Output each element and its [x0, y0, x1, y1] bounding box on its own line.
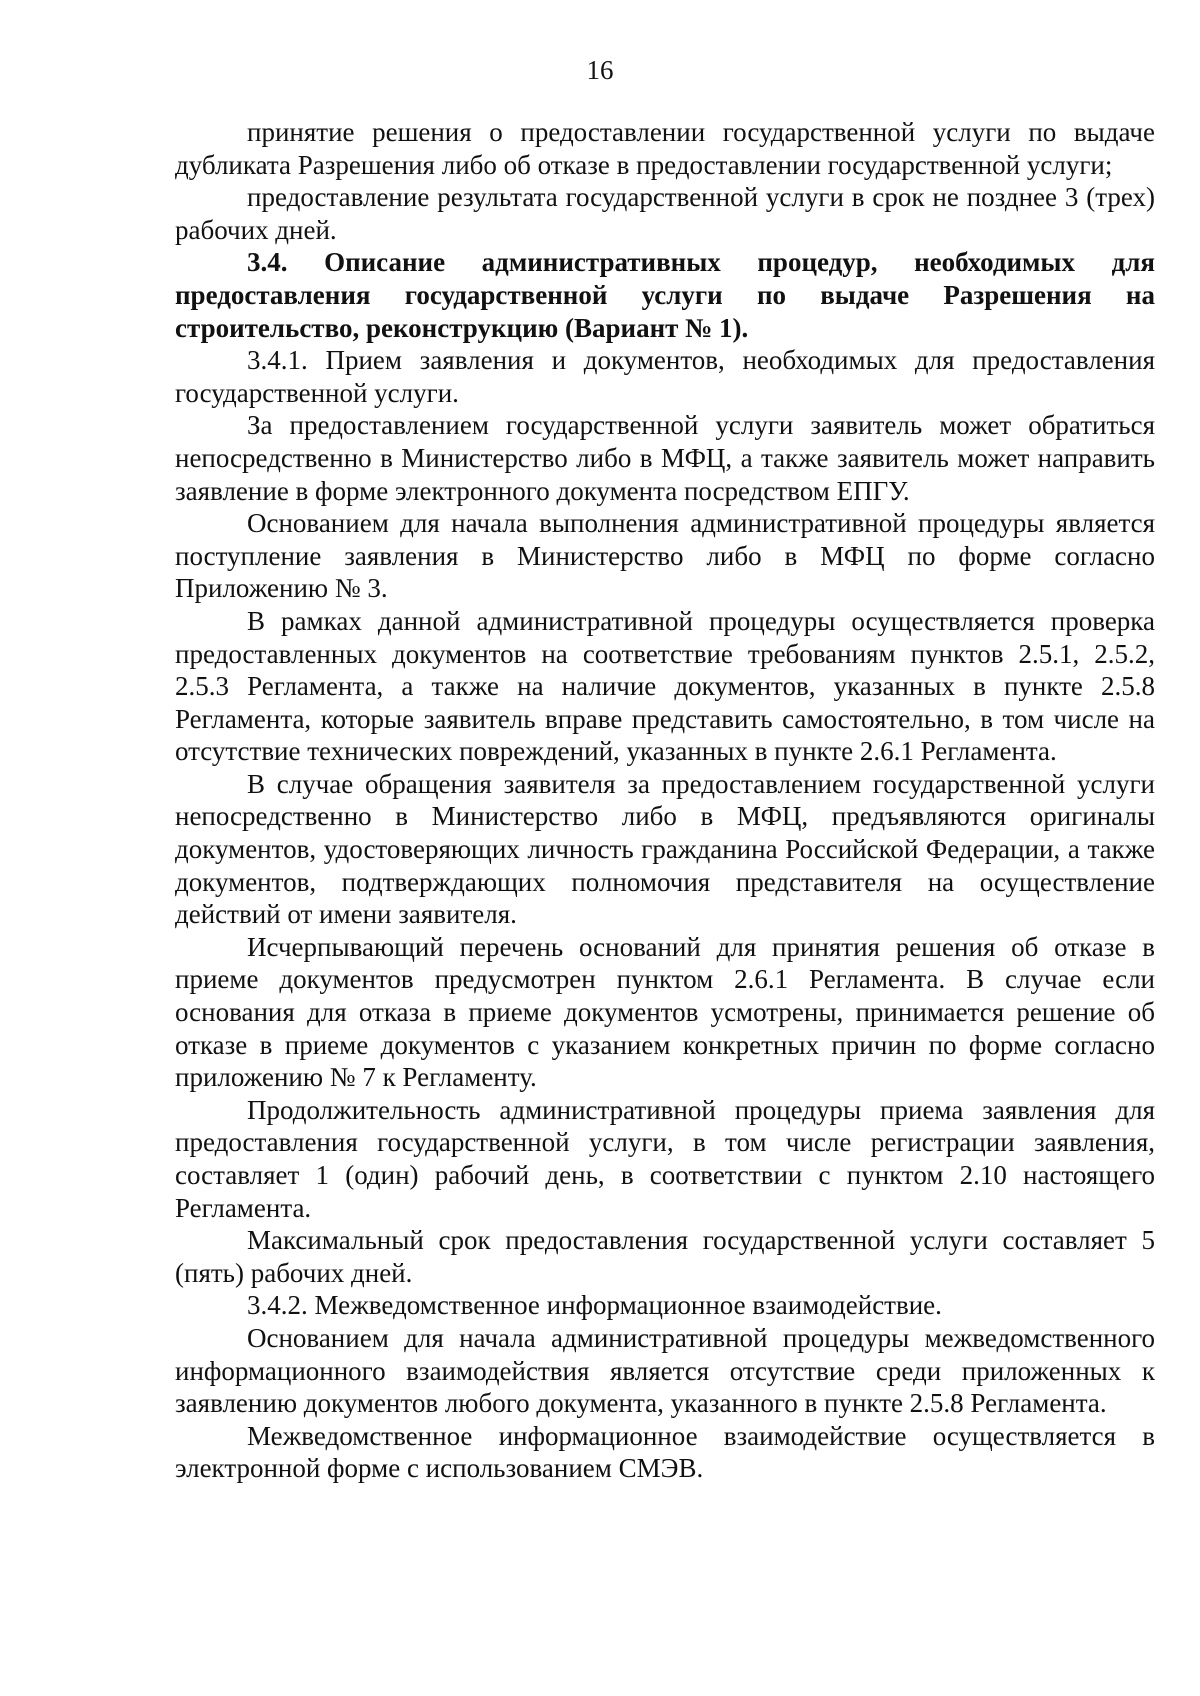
document-body — [175, 116, 1155, 1485]
paragraph: В рамках данной административной процедуры осуществляется проверка предоставленных документов на соответствие требованиям пунктов 2.5.1, 2.5.2, 2.5.3 Регламента, а также на наличие документов, указанных в пункте 2.5.8 Регламента, которые заявитель вправе представить самостоятельно, в том числе на отсутствие технических повреждений, указанных в пункте 2.6.1 Регламента. — [175, 605, 1155, 767]
paragraph: Основанием для начала административной процедуры межведомственного информационного взаимодействия является отсутствие среди приложенных к заявлению документов любого документа, указанного в пункте 2.5.8 Регламента. — [175, 1322, 1155, 1419]
paragraph: Максимальный срок предоставления государственной услуги составляет 5 (пять) рабочих дней. — [175, 1225, 1155, 1288]
paragraph: Межведомственное информационное взаимодействие осуществляется в электронной форме с использованием СМЭВ. — [175, 1420, 1155, 1484]
section-heading: 3.4. Описание административных процедур, необходимых для предоставления государственной услуги по выдаче Разрешения на строительство, реконструкцию (Вариант № 1). — [175, 247, 1155, 343]
paragraph: Продолжительность административной процедуры приема заявления для предоставления государственной услуги, в том числе регистрации заявления, составляет 1 (один) рабочий день, в соответствии с пунктом 2.10 настоящего Регламента. — [175, 1094, 1155, 1223]
paragraph: 3.4.2. Межведомственное информационное взаимодействие. — [247, 1290, 942, 1321]
paragraph: Основанием для начала выполнения административной процедуры является поступление заявления в Министерство либо в МФЦ по форме согласно Приложению № 3. — [175, 508, 1155, 604]
paragraph: предоставление результата государственной услуги в срок не позднее 3 (трех) рабочих дней. — [175, 182, 1155, 245]
paragraph: За предоставлением государственной услуги заявитель может обратиться непосредственно в Министерство либо в МФЦ, а также заявитель может направить заявление в форме электронного документа посредством ЕПГУ. — [175, 410, 1155, 506]
paragraph: принятие решения о предоставлении государственной услуги по выдаче дубликата Разрешения либо об отказе в предоставлении государственной услуги; — [175, 117, 1155, 180]
page-number: 16 — [586, 55, 614, 85]
paragraph: 3.4.1. Прием заявления и документов, необходимых для предоставления государственной услуги. — [175, 345, 1155, 408]
paragraph: Исчерпывающий перечень оснований для принятия решения об отказе в приеме документов предусмотрен пунктом 2.6.1 Регламента. В случае если основания для отказа в приеме документов усмотрены, принимается решение об отказе в приеме документов с указанием конкретных причин по форме согласно приложению № 7 к Регламенту. — [175, 931, 1155, 1093]
paragraph: В случае обращения заявителя за предоставлением государственной услуги непосредственно в Министерство либо в МФЦ, предъявляются оригиналы документов, удостоверяющих личность гражданина Российской Федерации, а также документов, подтверждающих полномочия представителя на осуществление действий от имени заявителя. — [175, 768, 1155, 930]
